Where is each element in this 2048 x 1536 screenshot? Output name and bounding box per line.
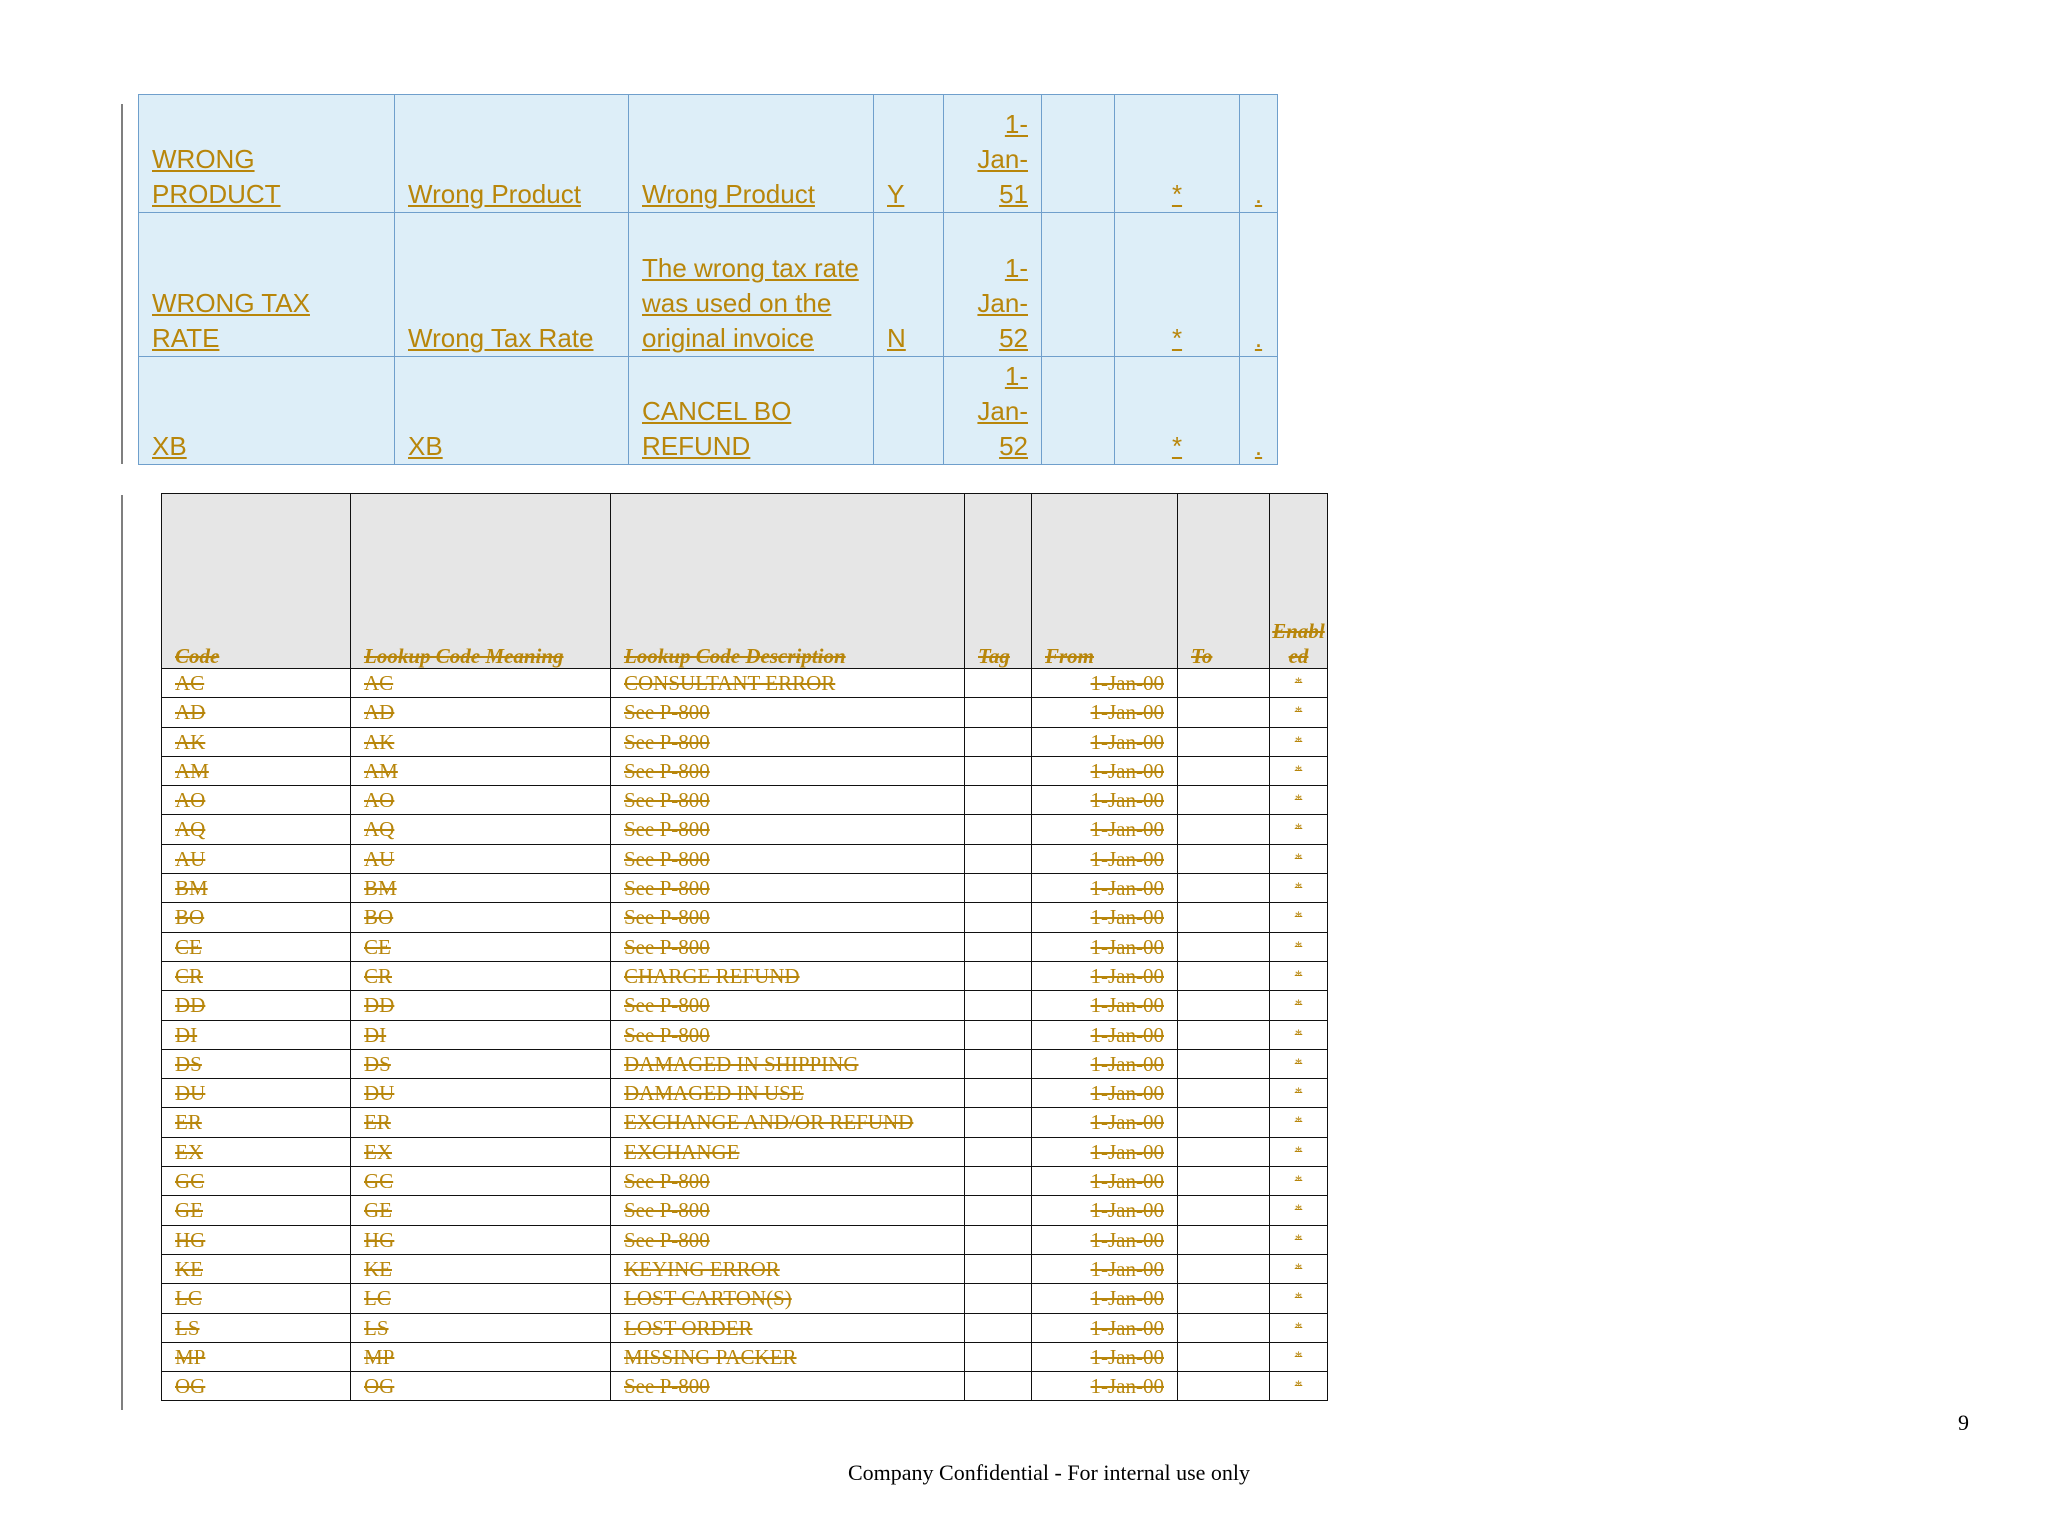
cell-code: DD xyxy=(162,991,351,1020)
cell-to xyxy=(1178,1372,1270,1401)
cell-to xyxy=(1042,213,1115,357)
cell-code: OG xyxy=(162,1372,351,1401)
cell-tag: Y xyxy=(874,95,944,213)
table-row xyxy=(162,1342,1328,1371)
cell-meaning: AU xyxy=(351,844,611,873)
cell-to xyxy=(1178,1284,1270,1313)
cell-code: EX xyxy=(162,1137,351,1166)
cell-description: DAMAGED IN USE xyxy=(611,1079,965,1108)
change-bar xyxy=(121,104,123,464)
inserted-lookup-table xyxy=(138,94,1278,465)
table-row xyxy=(162,991,1328,1020)
cell-enabled: * xyxy=(1270,698,1328,727)
cell-code: AU xyxy=(162,844,351,873)
cell-from: 1-Jan-00 xyxy=(1032,1313,1178,1342)
cell-description: See P-800 xyxy=(611,1372,965,1401)
cell-from: 1-Jan-00 xyxy=(1032,786,1178,815)
cell-from: 1-Jan-00 xyxy=(1032,1137,1178,1166)
column-header-from: From xyxy=(1032,494,1178,669)
table-row xyxy=(162,669,1328,698)
table-row xyxy=(139,95,1278,213)
cell-to xyxy=(1178,874,1270,903)
cell-to xyxy=(1178,1342,1270,1371)
cell-from: 1-Jan-00 xyxy=(1032,698,1178,727)
cell-from: 1-Jan-00 xyxy=(1032,1049,1178,1078)
cell-code: HG xyxy=(162,1225,351,1254)
cell-meaning: HG xyxy=(351,1225,611,1254)
cell-code: XB xyxy=(139,357,395,465)
cell-meaning: AC xyxy=(351,669,611,698)
cell-enabled: * xyxy=(1270,786,1328,815)
cell-from: 1-Jan-00 xyxy=(1032,1196,1178,1225)
page-number: 9 xyxy=(1958,1410,1969,1435)
table-row xyxy=(162,1049,1328,1078)
cell-tag xyxy=(965,698,1032,727)
cell-tag xyxy=(965,1313,1032,1342)
cell-tag xyxy=(965,932,1032,961)
table-row xyxy=(162,1020,1328,1049)
column-header-meaning: Lookup Code Meaning xyxy=(351,494,611,669)
cell-to xyxy=(1042,357,1115,465)
cell-description: See P-800 xyxy=(611,698,965,727)
column-header-tag: Tag xyxy=(965,494,1032,669)
cell-tag xyxy=(965,1284,1032,1313)
cell-description: CONSULTANT ERROR xyxy=(611,669,965,698)
cell-description: The wrong tax rate was used on the original invoice xyxy=(629,213,874,357)
cell-tag xyxy=(965,786,1032,815)
cell-meaning: AO xyxy=(351,786,611,815)
cell-description: See P-800 xyxy=(611,1167,965,1196)
cell-tag xyxy=(874,357,944,465)
table-row xyxy=(162,1108,1328,1137)
cell-to xyxy=(1178,1254,1270,1283)
cell-from: 1-Jan-00 xyxy=(1032,727,1178,756)
table-row xyxy=(162,727,1328,756)
cell-tag xyxy=(965,961,1032,990)
cell-from: 1-Jan-00 xyxy=(1032,903,1178,932)
cell-description: See P-800 xyxy=(611,903,965,932)
cell-from: 1-Jan-00 xyxy=(1032,756,1178,785)
table-row xyxy=(162,815,1328,844)
cell-code: BO xyxy=(162,903,351,932)
cell-from: 1-Jan-00 xyxy=(1032,961,1178,990)
cell-description: See P-800 xyxy=(611,874,965,903)
cell-enabled: * xyxy=(1270,727,1328,756)
cell-from: 1-Jan-00 xyxy=(1032,932,1178,961)
cell-tag xyxy=(965,903,1032,932)
cell-enabled: * xyxy=(1270,991,1328,1020)
cell-enabled: * xyxy=(1270,961,1328,990)
cell-to xyxy=(1178,1167,1270,1196)
cell-code: CR xyxy=(162,961,351,990)
cell-enabled: * xyxy=(1270,1284,1328,1313)
cell-description: EXCHANGE AND/OR REFUND xyxy=(611,1108,965,1137)
cell-code: AO xyxy=(162,786,351,815)
cell-to xyxy=(1178,1225,1270,1254)
cell-from: 1-Jan-00 xyxy=(1032,1167,1178,1196)
cell-from: 1-Jan-00 xyxy=(1032,1108,1178,1137)
cell-enabled: * xyxy=(1115,95,1240,213)
cell-code: KE xyxy=(162,1254,351,1283)
cell-tag xyxy=(965,1049,1032,1078)
cell-description: Wrong Product xyxy=(629,95,874,213)
cell-from: 1-Jan-00 xyxy=(1032,874,1178,903)
cell-code: DU xyxy=(162,1079,351,1108)
cell-to xyxy=(1178,1108,1270,1137)
cell-enabled: * xyxy=(1270,1167,1328,1196)
cell-from: 1-Jan-00 xyxy=(1032,1372,1178,1401)
cell-code: AC xyxy=(162,669,351,698)
table-row xyxy=(162,961,1328,990)
column-header-enabled: Enabled xyxy=(1270,494,1328,669)
cell-to xyxy=(1178,1313,1270,1342)
cell-meaning: GC xyxy=(351,1167,611,1196)
cell-end: . xyxy=(1240,357,1278,465)
table-row xyxy=(162,874,1328,903)
cell-meaning: GE xyxy=(351,1196,611,1225)
cell-tag xyxy=(965,1167,1032,1196)
cell-from: 1-Jan-52 xyxy=(944,213,1042,357)
table-header-row xyxy=(162,494,1328,669)
cell-to xyxy=(1178,1137,1270,1166)
table-row xyxy=(162,756,1328,785)
cell-meaning: Wrong Product xyxy=(395,95,629,213)
table-row xyxy=(162,1313,1328,1342)
table-row xyxy=(162,1225,1328,1254)
cell-description: See P-800 xyxy=(611,844,965,873)
column-header-description: Lookup Code Description xyxy=(611,494,965,669)
cell-enabled: * xyxy=(1270,1137,1328,1166)
cell-tag xyxy=(965,1137,1032,1166)
cell-meaning: DU xyxy=(351,1079,611,1108)
cell-code: DI xyxy=(162,1020,351,1049)
cell-code: WRONG TAX RATE xyxy=(139,213,395,357)
cell-tag xyxy=(965,815,1032,844)
cell-to xyxy=(1178,1196,1270,1225)
cell-enabled: * xyxy=(1270,903,1328,932)
cell-enabled: * xyxy=(1270,1254,1328,1283)
cell-code: LS xyxy=(162,1313,351,1342)
table-row xyxy=(139,213,1278,357)
table-row xyxy=(162,903,1328,932)
cell-from: 1-Jan-00 xyxy=(1032,1225,1178,1254)
cell-to xyxy=(1178,932,1270,961)
cell-meaning: DD xyxy=(351,991,611,1020)
cell-description: See P-800 xyxy=(611,1196,965,1225)
cell-to xyxy=(1178,815,1270,844)
cell-description: See P-800 xyxy=(611,1020,965,1049)
cell-enabled: * xyxy=(1270,1372,1328,1401)
cell-description: CHARGE REFUND xyxy=(611,961,965,990)
cell-enabled: * xyxy=(1270,874,1328,903)
table-row xyxy=(162,1254,1328,1283)
cell-description: CANCEL BO REFUND xyxy=(629,357,874,465)
cell-meaning: ER xyxy=(351,1108,611,1137)
cell-code: LC xyxy=(162,1284,351,1313)
cell-meaning: BM xyxy=(351,874,611,903)
table-row xyxy=(139,357,1278,465)
cell-from: 1-Jan-00 xyxy=(1032,1079,1178,1108)
table-row xyxy=(162,1079,1328,1108)
cell-tag xyxy=(965,1372,1032,1401)
cell-code: GE xyxy=(162,1196,351,1225)
table-row xyxy=(162,786,1328,815)
cell-tag xyxy=(965,1342,1032,1371)
cell-tag xyxy=(965,1254,1032,1283)
cell-to xyxy=(1042,95,1115,213)
cell-code: AD xyxy=(162,698,351,727)
cell-meaning: MP xyxy=(351,1342,611,1371)
cell-code: WRONG PRODUCT xyxy=(139,95,395,213)
cell-tag xyxy=(965,756,1032,785)
cell-description: EXCHANGE xyxy=(611,1137,965,1166)
cell-code: AM xyxy=(162,756,351,785)
cell-tag xyxy=(965,991,1032,1020)
table-row xyxy=(162,1196,1328,1225)
cell-meaning: OG xyxy=(351,1372,611,1401)
cell-description: KEYING ERROR xyxy=(611,1254,965,1283)
table-row xyxy=(162,698,1328,727)
cell-to xyxy=(1178,1020,1270,1049)
cell-enabled: * xyxy=(1270,669,1328,698)
cell-code: DS xyxy=(162,1049,351,1078)
cell-meaning: CR xyxy=(351,961,611,990)
cell-code: CE xyxy=(162,932,351,961)
cell-code: MP xyxy=(162,1342,351,1371)
change-bar xyxy=(121,495,123,1410)
cell-tag xyxy=(965,874,1032,903)
cell-from: 1-Jan-00 xyxy=(1032,991,1178,1020)
cell-tag xyxy=(965,669,1032,698)
cell-description: See P-800 xyxy=(611,932,965,961)
table-row xyxy=(162,844,1328,873)
cell-to xyxy=(1178,844,1270,873)
cell-description: See P-800 xyxy=(611,727,965,756)
cell-from: 1-Jan-52 xyxy=(944,357,1042,465)
cell-to xyxy=(1178,991,1270,1020)
cell-to xyxy=(1178,786,1270,815)
cell-description: See P-800 xyxy=(611,1225,965,1254)
table-row xyxy=(162,932,1328,961)
cell-meaning: LC xyxy=(351,1284,611,1313)
cell-tag xyxy=(965,844,1032,873)
cell-to xyxy=(1178,669,1270,698)
column-header-to: To xyxy=(1178,494,1270,669)
cell-code: ER xyxy=(162,1108,351,1137)
cell-end: . xyxy=(1240,95,1278,213)
cell-from: 1-Jan-00 xyxy=(1032,1342,1178,1371)
cell-enabled: * xyxy=(1270,1020,1328,1049)
cell-from: 1-Jan-00 xyxy=(1032,1284,1178,1313)
cell-to xyxy=(1178,1049,1270,1078)
cell-tag xyxy=(965,1079,1032,1108)
cell-enabled: * xyxy=(1270,1313,1328,1342)
deleted-lookup-table xyxy=(161,493,1328,1401)
cell-description: See P-800 xyxy=(611,991,965,1020)
cell-from: 1-Jan-51 xyxy=(944,95,1042,213)
cell-description: LOST CARTON(S) xyxy=(611,1284,965,1313)
cell-enabled: * xyxy=(1270,932,1328,961)
cell-meaning: XB xyxy=(395,357,629,465)
cell-tag xyxy=(965,727,1032,756)
cell-to xyxy=(1178,698,1270,727)
cell-enabled: * xyxy=(1270,1225,1328,1254)
cell-enabled: * xyxy=(1270,1196,1328,1225)
cell-to xyxy=(1178,903,1270,932)
footer-confidential: Company Confidential - For internal use only xyxy=(847,1460,1251,1485)
table-row xyxy=(162,1167,1328,1196)
cell-to xyxy=(1178,1079,1270,1108)
cell-enabled: * xyxy=(1270,1342,1328,1371)
cell-tag: N xyxy=(874,213,944,357)
cell-description: See P-800 xyxy=(611,815,965,844)
cell-meaning: AM xyxy=(351,756,611,785)
cell-enabled: * xyxy=(1270,815,1328,844)
cell-meaning: DI xyxy=(351,1020,611,1049)
cell-from: 1-Jan-00 xyxy=(1032,1254,1178,1283)
cell-description: LOST ORDER xyxy=(611,1313,965,1342)
cell-enabled: * xyxy=(1115,357,1240,465)
table-row xyxy=(162,1137,1328,1166)
cell-description: See P-800 xyxy=(611,756,965,785)
cell-description: MISSING PACKER xyxy=(611,1342,965,1371)
table-row xyxy=(162,1372,1328,1401)
cell-to xyxy=(1178,756,1270,785)
cell-code: AK xyxy=(162,727,351,756)
cell-enabled: * xyxy=(1270,1049,1328,1078)
cell-meaning: AK xyxy=(351,727,611,756)
cell-meaning: CE xyxy=(351,932,611,961)
cell-meaning: DS xyxy=(351,1049,611,1078)
cell-meaning: EX xyxy=(351,1137,611,1166)
table-row xyxy=(162,1284,1328,1313)
cell-meaning: KE xyxy=(351,1254,611,1283)
cell-enabled: * xyxy=(1270,1079,1328,1108)
cell-description: DAMAGED IN SHIPPING xyxy=(611,1049,965,1078)
cell-from: 1-Jan-00 xyxy=(1032,844,1178,873)
cell-tag xyxy=(965,1225,1032,1254)
cell-enabled: * xyxy=(1115,213,1240,357)
cell-enabled: * xyxy=(1270,1108,1328,1137)
cell-end: . xyxy=(1240,213,1278,357)
cell-enabled: * xyxy=(1270,844,1328,873)
cell-tag xyxy=(965,1196,1032,1225)
cell-code: GC xyxy=(162,1167,351,1196)
cell-enabled: * xyxy=(1270,756,1328,785)
cell-from: 1-Jan-00 xyxy=(1032,1020,1178,1049)
cell-meaning: LS xyxy=(351,1313,611,1342)
cell-meaning: AQ xyxy=(351,815,611,844)
cell-description: See P-800 xyxy=(611,786,965,815)
cell-from: 1-Jan-00 xyxy=(1032,669,1178,698)
cell-to xyxy=(1178,727,1270,756)
column-header-code: Code xyxy=(162,494,351,669)
cell-code: BM xyxy=(162,874,351,903)
cell-tag xyxy=(965,1020,1032,1049)
cell-to xyxy=(1178,961,1270,990)
cell-meaning: Wrong Tax Rate xyxy=(395,213,629,357)
cell-code: AQ xyxy=(162,815,351,844)
cell-meaning: BO xyxy=(351,903,611,932)
cell-tag xyxy=(965,1108,1032,1137)
cell-meaning: AD xyxy=(351,698,611,727)
cell-from: 1-Jan-00 xyxy=(1032,815,1178,844)
